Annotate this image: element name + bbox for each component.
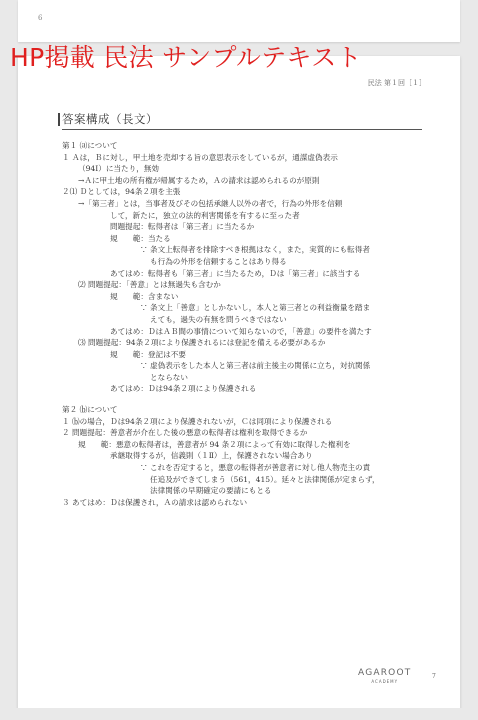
outline-line: 第２ ⒝について — [62, 405, 118, 415]
outline-line: 法律関係の早期確定の要請にもとる — [140, 486, 272, 496]
outline-line: も行為の外形を信頼することはあり得る — [140, 256, 287, 266]
outline-line: （94Ⅰ）に当たり，無効 — [78, 164, 160, 174]
logo-wordmark: AGAROOT — [358, 668, 412, 678]
running-head: 民法 第１回［１］ — [367, 79, 426, 87]
outline-line: 規 範：当たる — [110, 233, 171, 243]
outline-line: 規 範：登記は不要 — [110, 349, 186, 359]
outline-line: ∵ 虚偽表示をした本人と第三者は前主後主の関係に立ち，対抗関係 — [140, 361, 371, 371]
outline-line: 第１ ⒜について — [62, 141, 118, 150]
outline-line: ２ 問題提起：善意者が介在した後の悪意の転得者は権利を取得できるか — [62, 428, 308, 438]
outline-line: して，新たに，独立の法的利害関係を有するに至った者 — [110, 210, 300, 220]
answer-outline — [62, 140, 432, 508]
outline-line: ∵ 条文上「善意」としかないし，本人と第三者との利益衡量を踏ま — [140, 303, 371, 313]
outline-line: ∵ 条文上転得者を排除すべき根拠はなく，また，実質的にも転得者 — [140, 245, 370, 255]
document-page — [18, 56, 460, 720]
outline-line: あてはめ：ＤはＡＢ間の事情について知らないので，「善意」の要件を満たす — [110, 326, 372, 336]
next-page-gap — [0, 708, 478, 720]
section-title: 答案構成（長文） — [62, 111, 422, 130]
outline-line: １ ⒝の場合，Ｄは94条２項により保護されないが，Ｃは同項により保護される — [62, 416, 333, 426]
outline-line: 承継取得するが，信義則（１Ⅱ）上，保護されない場合あり — [110, 451, 313, 461]
outline-line: えても，過失の有無を問うべきではない — [140, 314, 287, 324]
previous-page — [18, 0, 460, 42]
outline-line: １ Ａは，Ｂに対し，甲土地を売却する旨の意思表示をしているが，通謀虚偽表示 — [62, 152, 338, 162]
outline-line: あてはめ：Ｄは94条２項により保護される — [110, 384, 257, 394]
outline-line: ２⑴ Ｄとしては，94条２項を主張 — [62, 187, 181, 197]
outline-line: ３ あてはめ：Ｄは保護され，Ａの請求は認められない — [62, 497, 248, 507]
outline-line: 任追及ができてしまう（561，415）。延々と法律関係が定まらず， — [140, 474, 380, 484]
sample-banner: HP掲載 民法 サンプルテキスト — [10, 43, 362, 72]
page-number: 7 — [432, 673, 436, 680]
outline-line: あてはめ：転得者も「第三者」に当たるため，Ｄは「第三者」に該当する — [110, 268, 361, 278]
outline-line: ⑵ 問題提起：「善意」とは無過失も含むか — [78, 280, 221, 290]
outline-line: 規 範：悪意の転得者は，善意者が 94 条２項によって有効に取得した権利を — [78, 439, 351, 449]
outline-line: 規 範：含まない — [110, 291, 179, 301]
outline-line: →Ａに甲土地の所有権が帰属するため，Ａの請求は認められるのが原則 — [78, 175, 320, 185]
outline-line: →「第三者」とは，当事者及びその包括承継人以外の者で，行為の外形を信頼 — [78, 198, 343, 208]
outline-line: ∵ これを否定すると，悪意の転得者が善意者に対し他人物売主の責 — [140, 463, 371, 473]
paragraph-gap — [62, 395, 432, 404]
previous-page-number: 6 — [38, 14, 43, 22]
outline-line: 問題提起：転得者は「第三者」に当たるか — [110, 222, 255, 232]
outline-line: ⑶ 問題提起：94条２項により保護されるには登記を備える必要があるか — [78, 338, 326, 348]
logo-subtitle: ACADEMY — [371, 679, 399, 684]
agaroot-logo — [358, 668, 411, 684]
outline-line: とならない — [140, 372, 188, 382]
